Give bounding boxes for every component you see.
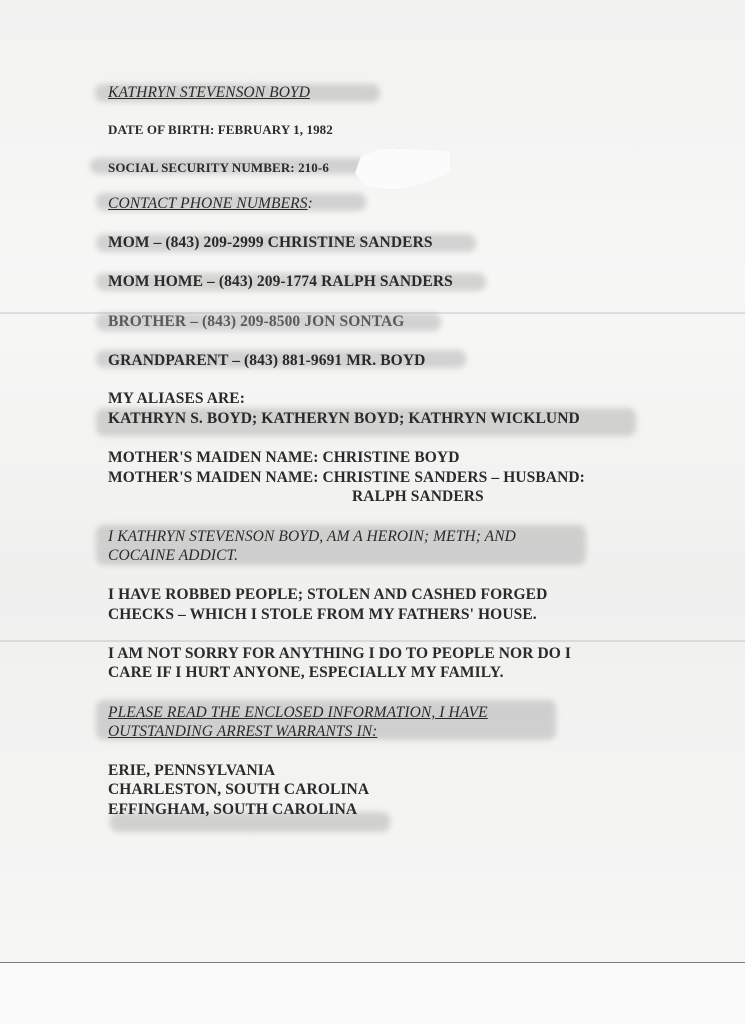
robbed-line-2: CHECKS – WHICH I STOLE FROM MY FATHERS' HOUSE. — [108, 606, 537, 623]
sorry-line-1: I AM NOT SORRY FOR ANYTHING I DO TO PEOPLE NOR DO I — [108, 645, 572, 662]
location-charleston: CHARLESTON, SOUTH CAROLINA — [108, 781, 370, 798]
aliases-label: MY ALIASES ARE: — [108, 390, 246, 407]
location-effingham: EFFINGHAM, SOUTH CAROLINA — [108, 801, 358, 818]
mothers-maiden-name-2: MOTHER'S MAIDEN NAME: CHRISTINE SANDERS – HUSBAND: — [108, 469, 585, 486]
fold-line — [0, 640, 745, 642]
mothers-maiden-name-1: MOTHER'S MAIDEN NAME: CHRISTINE BOYD — [108, 449, 460, 466]
confession-line-1: I KATHRYN STEVENSON BOYD, AM A HEROIN; METH; AND — [108, 528, 516, 545]
robbed-line-1: I HAVE ROBBED PEOPLE; STOLEN AND CASHED FORGED — [108, 586, 548, 603]
scanner-background — [0, 963, 745, 1024]
date-of-birth: DATE OF BIRTH: FEBRUARY 1, 1982 — [108, 122, 333, 137]
contact-mom-home: MOM HOME – (843) 209-1774 RALPH SANDERS — [108, 273, 453, 290]
contact-heading-text: CONTACT PHONE NUMBERS — [108, 195, 308, 212]
contact-grandparent: GRANDPARENT – (843) 881-9691 MR. BOYD — [108, 352, 426, 369]
warrant-line-2: OUTSTANDING ARREST WARRANTS IN: — [108, 723, 378, 740]
location-erie: ERIE, PENNSYLVANIA — [108, 762, 276, 779]
contact-heading — [108, 195, 313, 213]
aliases-list: KATHRYN S. BOYD; KATHERYN BOYD; KATHRYN WICKLUND — [108, 410, 580, 427]
sorry-line-2: CARE IF I HURT ANYONE, ESPECIALLY MY FAMILY. — [108, 664, 504, 681]
contact-mom: MOM – (843) 209-2999 CHRISTINE SANDERS — [108, 234, 433, 251]
confession-line-2: COCAINE ADDICT. — [108, 547, 239, 564]
warrant-line-1: PLEASE READ THE ENCLOSED INFORMATION, I HAVE — [108, 704, 488, 721]
contact-heading-colon: : — [307, 195, 313, 212]
mothers-maiden-name-2-cont: RALPH SANDERS — [352, 488, 484, 505]
social-security-number: SOCIAL SECURITY NUMBER: 210-6 — [108, 160, 329, 175]
subject-name: KATHRYN STEVENSON BOYD — [108, 84, 311, 101]
contact-brother: BROTHER – (843) 209-8500 JON SONTAG — [108, 313, 405, 330]
